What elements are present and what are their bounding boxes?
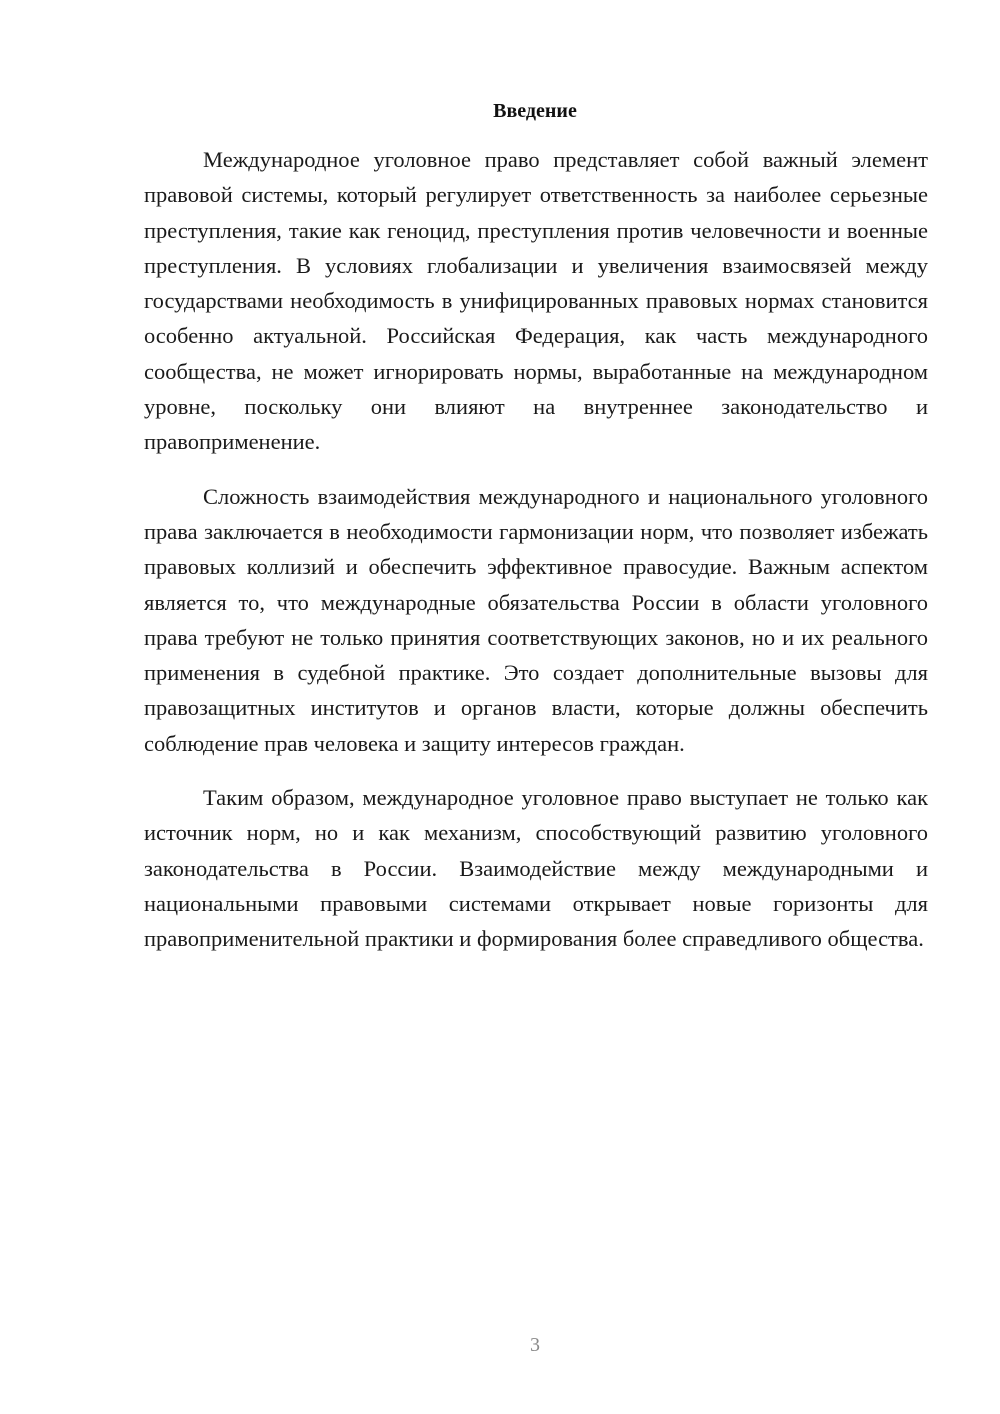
page-number: 3 — [530, 1334, 540, 1356]
body-text — [144, 142, 928, 976]
page-title: Введение — [493, 100, 577, 122]
paragraph-2: Сложность взаимодействия международного и национального уголовного права заключается в необходимости гармонизации норм, что позволяет избежать правовых коллизий и обеспечить эффективное правосудие. Важным аспектом является то, что международные обязательства России в области уголовного права требуют не только принятия соответствующих законов, но и их реального применения в судебной практике. Это создает дополнительные вызовы для правозащитных институтов и органов власти, которые должны обеспечить соблюдение прав человека и защиту интересов граждан. — [144, 483, 928, 756]
paragraph-3: Таким образом, международное уголовное право выступает не только как источник норм, но и как механизм, способствующий развитию уголовного законодательства в России. Взаимодействие между международными и национальными правовыми системами открывает новые горизонты для правоприменительной практики и формирования более справедливого общества. — [144, 785, 928, 952]
paragraph-1: Международное уголовное право представляет собой важный элемент правовой системы, который регулирует ответственность за наиболее серьезные преступления, такие как геноцид, преступления против человечности и военные преступления. В условиях глобализации и увеличения взаимосвязей между государствами необходимость в унифицированных правовых нормах становится особенно актуальной. Российская Федерация, как часть международного сообщества, не может игнорировать нормы, выработанные на международном уровне, поскольку они влияют на внутреннее законодательство и правоприменение. — [144, 147, 928, 455]
